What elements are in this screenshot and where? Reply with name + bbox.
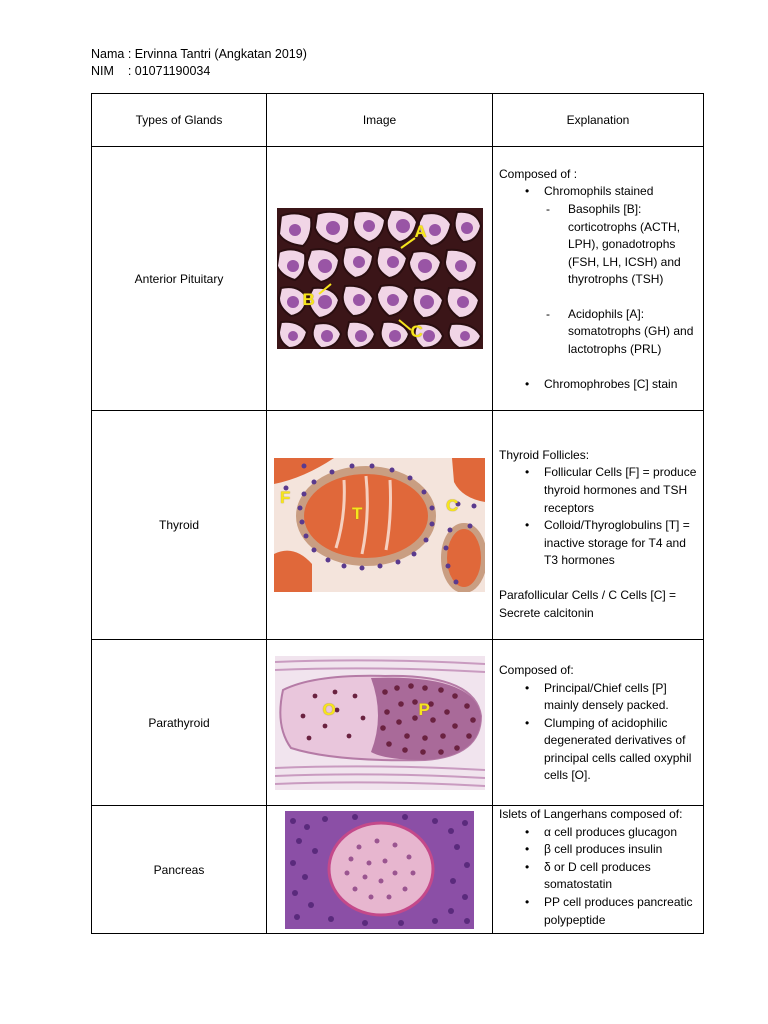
glands-table (91, 93, 704, 934)
list-item: • δ or D cell produces somatostatin (525, 859, 698, 894)
nim-value: 01071190034 (134, 64, 211, 78)
column-header-image: Image (267, 94, 493, 147)
gland-name: Anterior Pituitary (92, 147, 267, 411)
list-item: • Chromophrobes [C] stain (525, 376, 698, 394)
list-item: • Clumping of acidophilic degenerated derivatives of principal cells called oxyphil cells [O]. (525, 715, 698, 785)
nim-label: NIM (91, 64, 114, 78)
thyroid-histology-image (274, 458, 485, 592)
list-item: - Acidophils [A]: somatotrophs (GH) and lactotrophs (PRL) (546, 306, 698, 359)
explanation-intro: Islets of Langerhans composed of: (499, 807, 683, 821)
list-item: • Follicular Cells [F] = produce thyroid hormones and TSH receptors (525, 464, 698, 517)
image-label-o: O (322, 699, 336, 719)
list-item: • β cell produces insulin (525, 841, 698, 859)
image-label-c: C (410, 322, 423, 341)
column-header-explanation: Explanation (493, 94, 704, 147)
nim-row: NIM : 01071190034 (91, 64, 211, 78)
explanation-cell (493, 640, 704, 806)
explanation-cell (493, 806, 704, 934)
list-item: • Chromophils stained - Basophils [B]: corticotrophs (ACTH, LPH), gonadotrophs (FSH, LH, ICSH) and thyrotrophs (TSH) - Acidophils [A]: somatotrophs (GH) and lactotrophs (PRL) (525, 183, 698, 358)
list-item: • α cell produces glucagon (525, 824, 698, 842)
explanation-intro: Thyroid Follicles: (499, 447, 590, 462)
image-label-a: A (414, 222, 427, 241)
list-item: • Principal/Chief cells [P] mainly densely packed. (525, 680, 698, 715)
parathyroid-histology-image (275, 656, 485, 790)
name-label: Nama (91, 47, 125, 61)
column-header-types: Types of Glands (92, 94, 267, 147)
image-label-f: F (280, 488, 291, 507)
pancreas-histology-image (285, 811, 474, 929)
table-row (92, 640, 704, 806)
image-label-t: T (352, 504, 363, 523)
list-item: - Basophils [B]: corticotrophs (ACTH, LPH), gonadotrophs (FSH, LH, ICSH) and thyrotrophs (TSH) (546, 201, 698, 289)
explanation-intro: Composed of : (499, 166, 578, 181)
table-row (92, 147, 704, 411)
image-label-c: C (446, 496, 459, 515)
table-row (92, 411, 704, 640)
explanation-cell (493, 411, 704, 640)
name-row: Nama : Ervinna Tantri (Angkatan 2019) (91, 47, 307, 61)
image-label-b: B (302, 290, 315, 309)
list-item: • Colloid/Thyroglobulins [T] = inactive storage for T4 and T3 hormones (525, 517, 698, 570)
gland-name: Parathyroid (92, 640, 267, 806)
gland-name: Pancreas (92, 806, 267, 934)
explanation-cell (493, 147, 704, 411)
name-value: Ervinna Tantri (Angkatan 2019) (134, 47, 307, 61)
gland-name: Thyroid (92, 411, 267, 640)
document-header (91, 46, 307, 80)
table-row (92, 806, 704, 934)
table-header-row (92, 94, 704, 147)
explanation-intro: Composed of: (499, 662, 574, 677)
image-label-p: P (418, 699, 430, 719)
list-item: • PP cell produces pancreatic polypeptide (525, 894, 698, 929)
pituitary-histology-image (277, 208, 483, 349)
explanation-outro: Parafollicular Cells / C Cells [C] = Secrete calcitonin (499, 587, 677, 620)
